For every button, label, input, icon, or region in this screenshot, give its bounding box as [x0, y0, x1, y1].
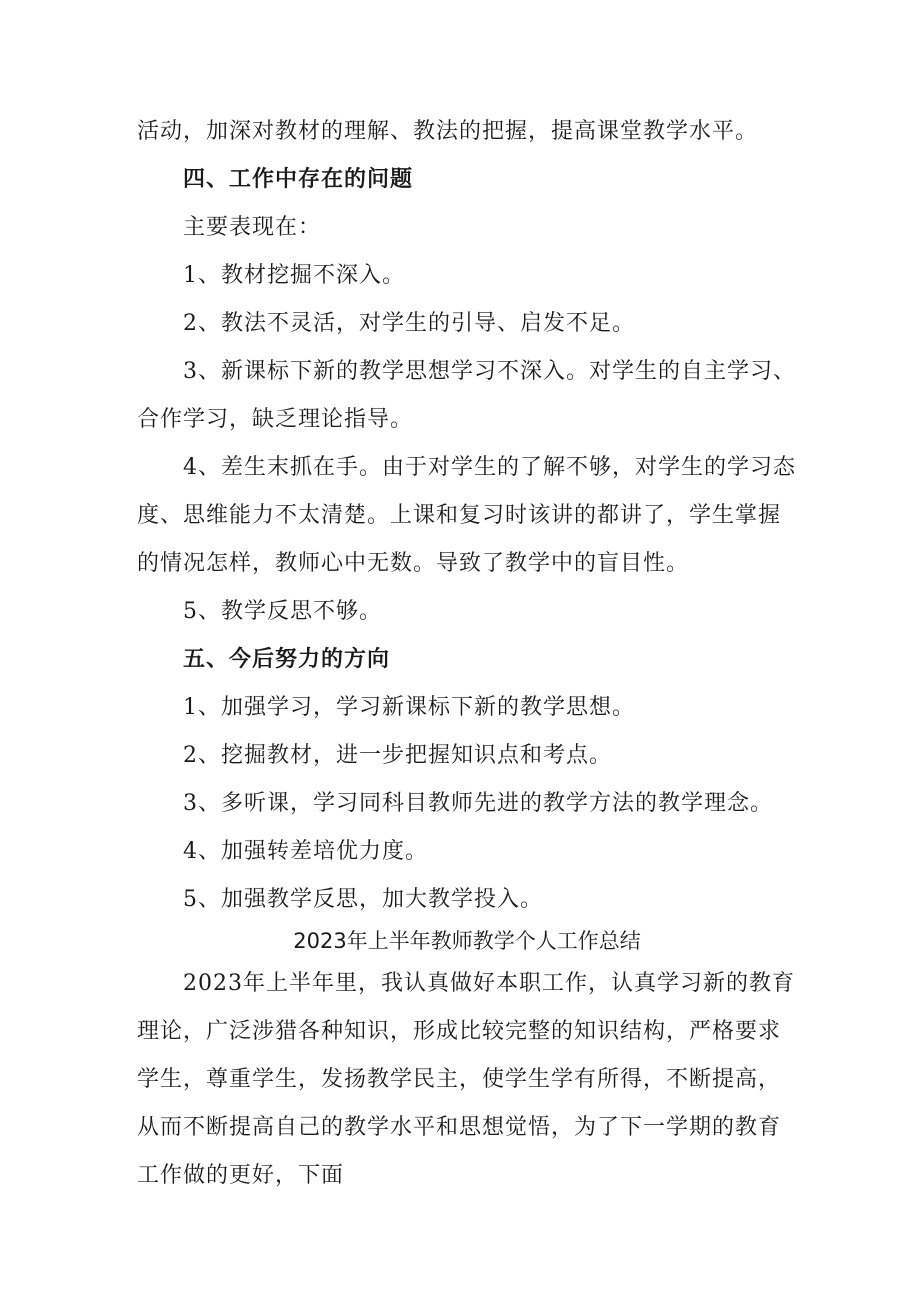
- section4-item-5: 5、教学反思不够。: [183, 599, 382, 624]
- document-title: 2023年上半年教师教学个人工作总结: [293, 929, 641, 953]
- section4-lead: 主要表现在：: [183, 215, 322, 240]
- section5-item-3: 3、多听课，学习同科目教师先进的教学方法的教学理念。: [183, 791, 773, 816]
- section4-item-1: 1、教材挖掘不深入。: [183, 263, 405, 288]
- section5-item-4: 4、加强转差培优力度。: [183, 839, 428, 864]
- section5-item-5: 5、加强教学反思，加大教学投入。: [183, 887, 543, 912]
- section4-item-4: 4、差生末抓在手。由于对学生的了解不够，对学生的学习态度、思维能力不太清楚。上课和复习时该讲的都讲了，学生掌握的情况怎样，教师心中无数。导致了教学中的盲目性。: [137, 455, 796, 576]
- intro-line: 活动，加深对教材的理解、教法的把握，提高课堂教学水平。: [137, 119, 759, 144]
- section4-item-2: 2、教法不灵活，对学生的引导、启发不足。: [183, 311, 635, 336]
- section5-heading: 五、今后努力的方向: [183, 647, 391, 672]
- document-page: [137, 108, 797, 1200]
- section4-item-3: 3、新课标下新的教学思想学习不深入。对学生的自主学习、合作学习，缺乏理论指导。: [137, 359, 796, 432]
- section4-heading: 四、工作中存在的问题: [183, 167, 414, 192]
- summary-paragraph: 2023年上半年里，我认真做好本职工作，认真学习新的教育理论，广泛涉猎各种知识，形成比较完整的知识结构，严格要求学生，尊重学生，发扬教学民主，使学生学有所得，不断提高，从而不断提高自己的教学水平和思想觉悟，为了下一学期的教育工作做的更好，下面: [137, 971, 795, 1188]
- section5-item-1: 1、加强学习，学习新课标下新的教学思想。: [183, 695, 635, 720]
- section5-item-2: 2、挖掘教材，进一步把握知识点和考点。: [183, 743, 612, 768]
